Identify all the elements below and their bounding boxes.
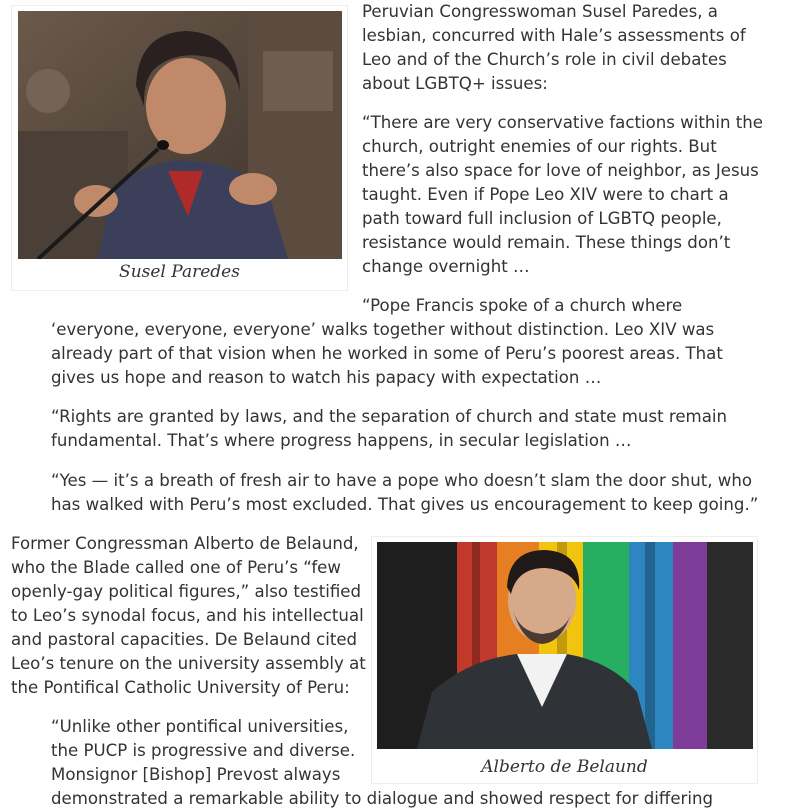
text-line: already part of that vision when he worked in some of Peru’s poorest areas. That [51, 344, 723, 363]
paragraph-paredes-intro [362, 0, 746, 96]
text-line: church, outright enemies of our rights. But [362, 137, 717, 156]
text-line: the Pontifical Catholic University of Peru: [11, 678, 350, 697]
text-line: gives us hope and reason to watch his papacy with expectation … [51, 368, 602, 387]
text-line: “Rights are granted by laws, and the separation of church and state must remain [51, 407, 727, 426]
text-line: “Yes — it’s a breath of fresh air to have a pope who doesn’t slam the door shut, who [51, 471, 753, 490]
paragraph-belaund-intro [11, 532, 366, 700]
text-line: “There are very conservative factions within the [362, 113, 764, 132]
text-line: ‘everyone, everyone, everyone’ walks together without distinction. Leo XIV was [51, 320, 715, 339]
caption-susel-paredes: Susel Paredes [119, 262, 240, 282]
text-line: Leo’s tenure on the university assembly at [11, 654, 366, 673]
text-line: resistance would remain. These things don’t [362, 233, 731, 252]
text-line: taught. Even if Pope Leo XIV were to chart a [362, 185, 729, 204]
blockquote-paredes-3 [51, 405, 727, 453]
text-line: Monsignor [Bishop] Prevost always [51, 765, 341, 784]
text-line: “Unlike other pontifical universities, [51, 717, 349, 736]
text-line: the PUCP is progressive and diverse. [51, 741, 356, 760]
text-line: who the Blade called one of Peru’s “few [11, 558, 341, 577]
blockquote-paredes-4 [51, 469, 758, 517]
text-line: about LGBTQ+ issues: [362, 74, 548, 93]
blockquote-paredes-1 [362, 111, 763, 279]
text-line: Leo and of the Church’s role in civil debates [362, 50, 727, 69]
caption-alberto-de-belaund: Alberto de Belaund [481, 757, 648, 777]
figure-susel-paredes [11, 5, 348, 291]
text-line: path toward full inclusion of LGBTQ people, [362, 209, 722, 228]
text-line: fundamental. That’s where progress happens, in secular legislation … [51, 431, 632, 450]
text-line: and pastoral capacities. De Belaund cited [11, 630, 358, 649]
text-line: has walked with Peru’s most excluded. That gives us encouragement to keep going.” [51, 495, 759, 514]
text-line: lesbian, concurred with Hale’s assessments of [362, 26, 746, 45]
text-line: there’s also space for love of neighbor, as Jesus [362, 161, 759, 180]
blockquote-paredes-2 [51, 294, 723, 390]
photo-susel-paredes [18, 11, 342, 259]
text-line: openly-gay political figures,” also testified [11, 582, 362, 601]
text-line: Peruvian Congresswoman Susel Paredes, a [362, 2, 718, 21]
blockquote-belaund-1 [51, 715, 713, 811]
text-line: “Pope Francis spoke of a church where [362, 296, 683, 315]
text-line: to Leo’s synodal focus, and his intellectual [11, 606, 364, 625]
portrait-woman-speaking-image [18, 11, 342, 259]
text-line: Former Congressman Alberto de Belaund, [11, 534, 359, 553]
text-line: demonstrated a remarkable ability to dialogue and showed respect for differing [51, 789, 714, 808]
text-line: change overnight … [362, 257, 530, 276]
